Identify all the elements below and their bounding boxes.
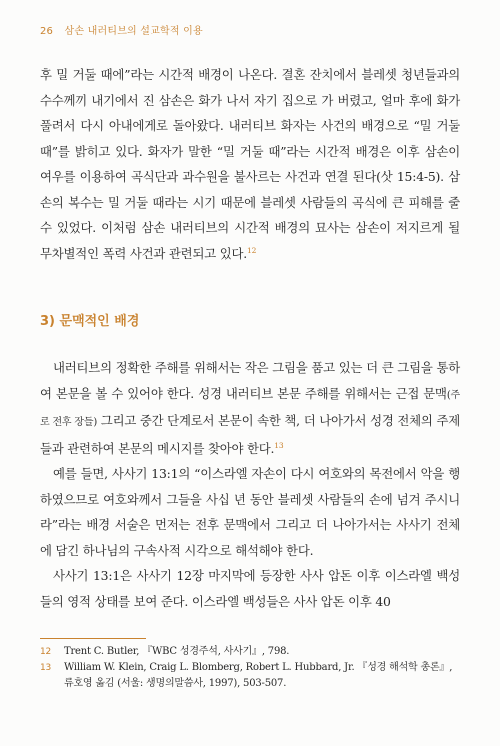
footnote-text: William W. Klein, Craig L. Blomberg, Robert L. Hubbard, Jr. 『성경 해석학 총론』, 류호영 옮김 (서울: 생명의말씀사, 1997), 503-507.	[64, 662, 453, 689]
footnote-ref-13[interactable]: 13	[274, 440, 284, 450]
footnote-number: 13	[40, 663, 52, 673]
section-heading: 3) 문맥적인 배경	[40, 314, 140, 329]
footnote-ref-12[interactable]: 12	[247, 245, 257, 255]
body-block-1	[40, 62, 460, 266]
paragraph-1	[40, 355, 460, 461]
paragraph-3: 사사기 13:1은 사사기 12장 마지막에 등장한 사사 압돈 이후 이스라엘 백성들의 영적 상태를 보여 준다. 이스라엘 백성들은 사사 압돈 이후 40	[40, 568, 460, 609]
footnote-text: Trent C. Butler, 『WBC 성경주석, 사사기』, 798.	[64, 646, 290, 657]
footnote-13	[40, 660, 460, 692]
footnote-number: 12	[40, 647, 52, 657]
paragraph-text: 후 밀 거둘 때에”라는 시간적 배경이 나온다. 결혼 잔치에서 블레셋 청년들과의 수수께끼 내기에서 진 삼손은 화가 나서 자기 집으로 가 버렸고, 얼마 후에 화가 풀려서 다시 아내에게로 돌아왔다. 내러티브 화자는 사건의 배경으로 “밀 거둘 때”를 밝히고 있다. 화자가 말한 “밀 거둘 때”라는 시간적 배경은 이후 삼손이 여우를 이용하여 곡식단과 과수원을 불사르는 사건과 연결 된다(삿 15:4-5). 삼손의 복수는 밀 거둘 때라는 시기 때문에 블레셋 사람들의 곡식에 큰 피해를 줄 수 있었다. 이처럼 삼손 내러티브의 시간적 배경의 묘사는 삼손이 저지르게 될 무차별적인 폭력 사건과 관련되고 있다.	[40, 67, 460, 261]
page-number: 26	[40, 26, 54, 37]
paragraph-1-part-1: 내러티브의 정확한 주해를 위해서는 작은 그림을 품고 있는 더 큰 그림을 통하여 본문을 볼 수 있어야 한다. 성경 내러티브 본문 주해를 위해서는 근접 문맥	[40, 360, 460, 401]
body-block-2	[40, 355, 460, 614]
running-header	[40, 22, 203, 37]
paragraph-continued	[40, 62, 460, 266]
paragraph-1-note: (주로 전후 장들)	[40, 389, 460, 428]
footnotes	[40, 644, 460, 692]
running-title: 삼손 내러티브의 설교학적 이용	[64, 26, 203, 37]
footnote-divider	[40, 638, 146, 639]
paragraph-1-part-2: 그리고 중간 단계로서 본문이 속한 책, 더 나아가서 성경 전체의 주제들과 관련하여 본문의 메시지를 찾아야 한다.	[40, 413, 460, 456]
footnote-12	[40, 644, 460, 660]
paragraph-2: 예를 들면, 사사기 13:1의 “이스라엘 자손이 다시 여호와의 목전에서 악을 행하였으므로 여호와께서 그들을 사십 년 동안 블레셋 사람들의 손에 넘겨 주시니라”라는 배경 서술은 먼저는 전후 문맥에서 그리고 더 나아가서는 사사기 전체에 담긴 하나님의 구속사적 시각으로 해석해야 한다.	[40, 466, 460, 558]
